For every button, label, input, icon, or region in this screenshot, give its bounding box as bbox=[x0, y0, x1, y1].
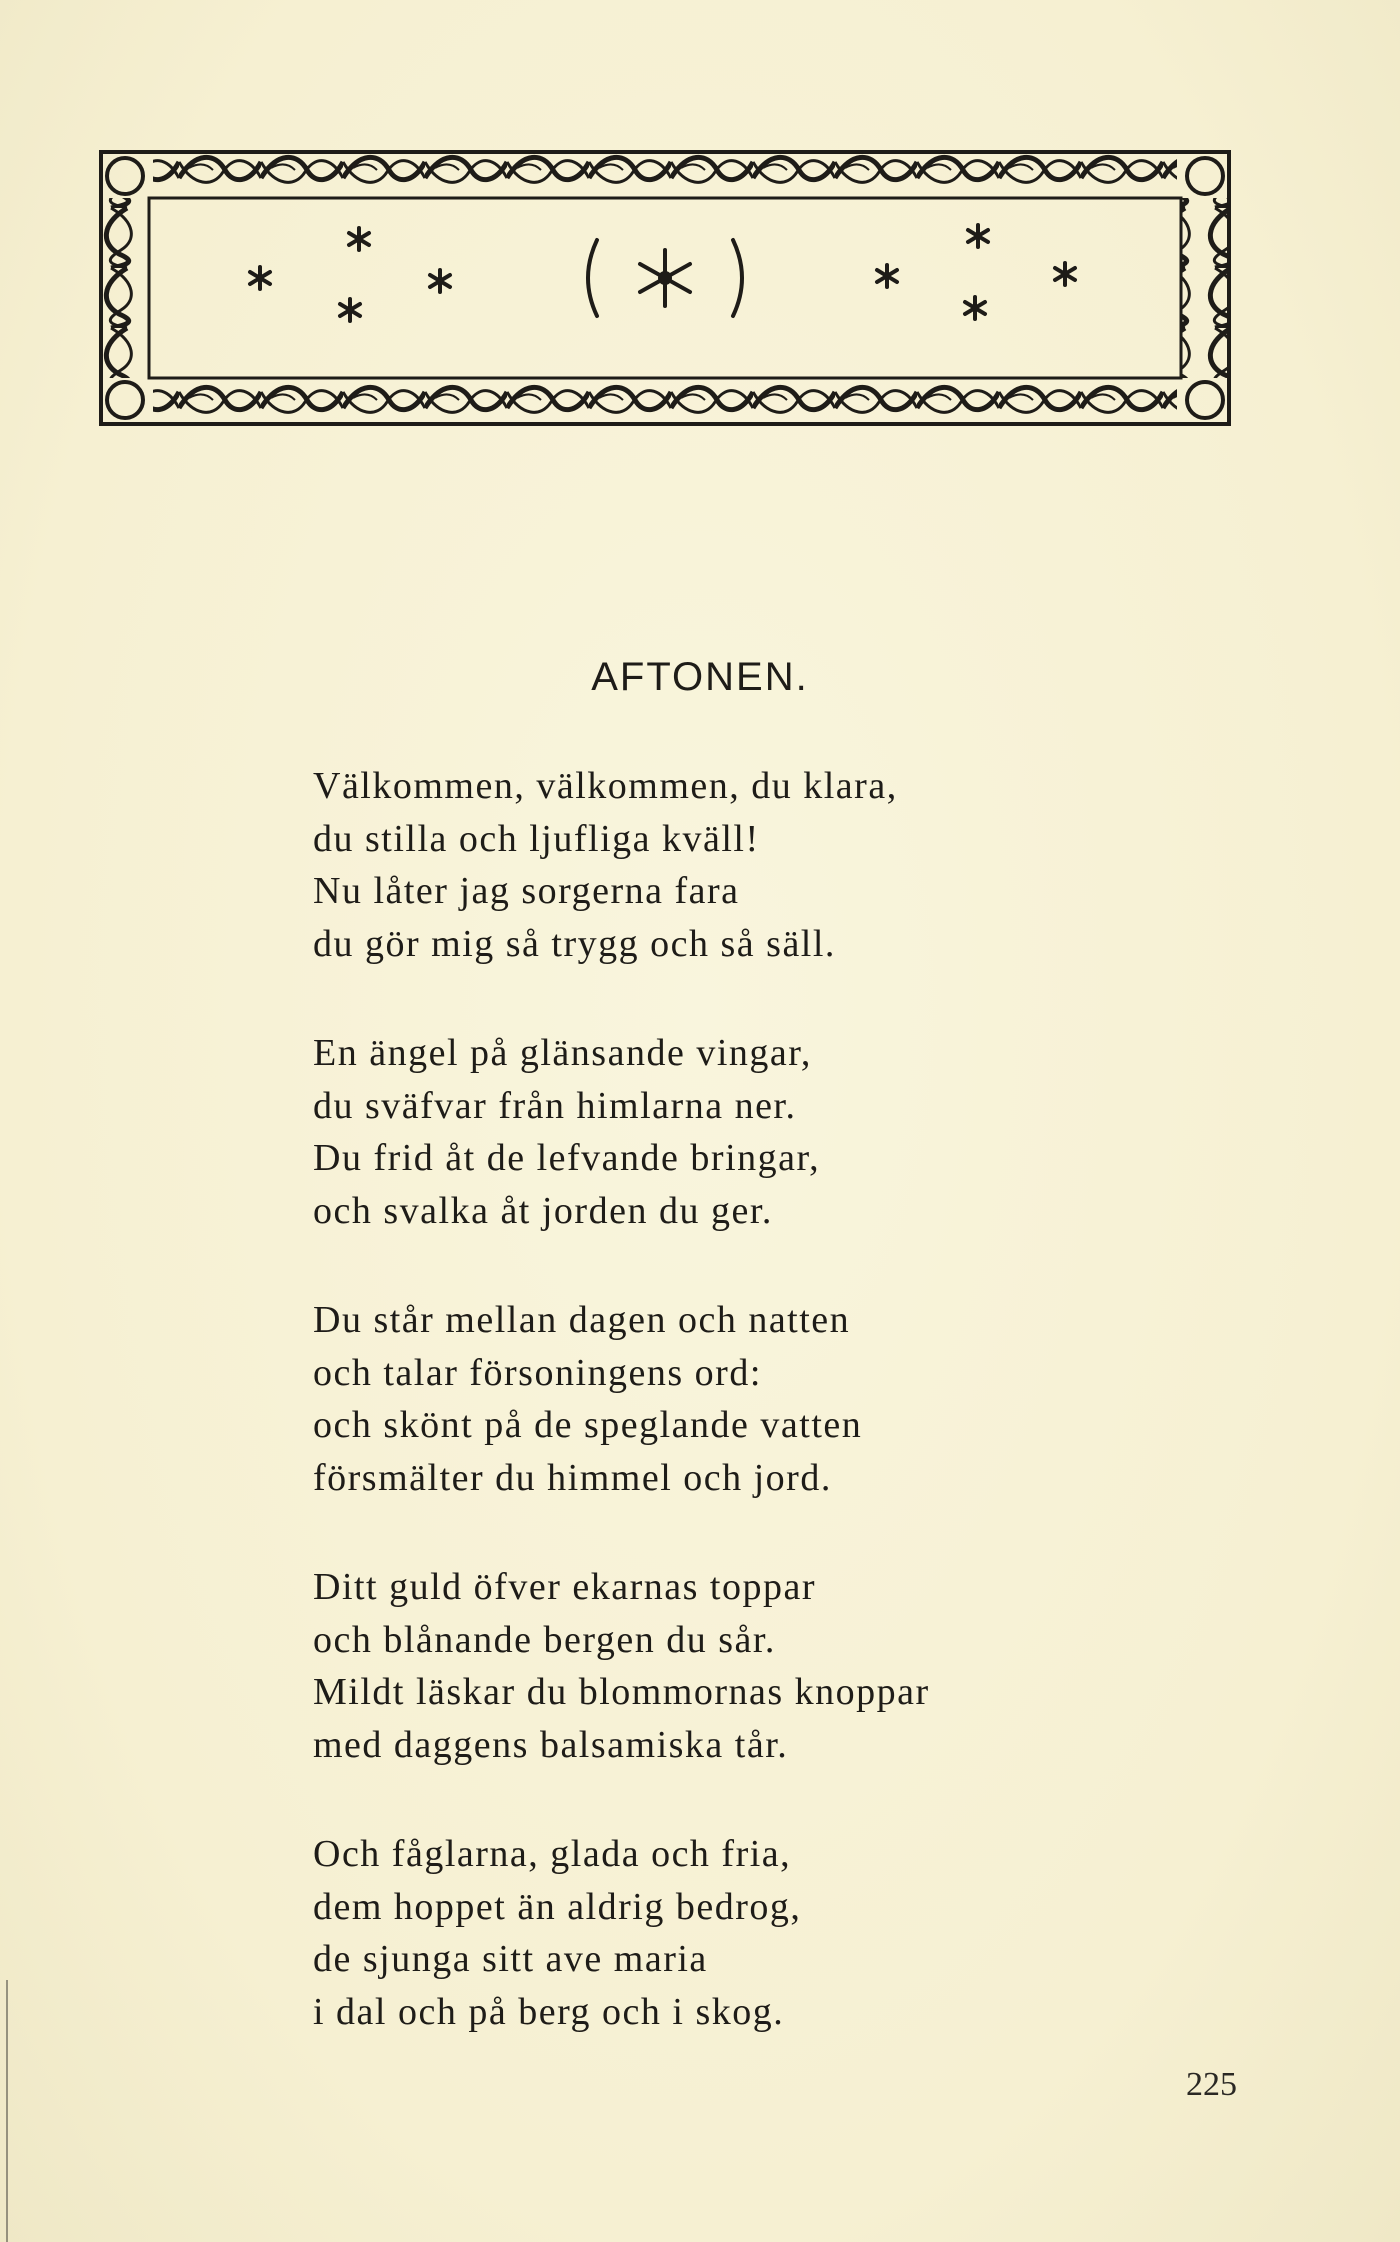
poem-line: Välkommen, välkommen, du klara, bbox=[313, 765, 898, 807]
poem-line: de sjunga sitt ave maria bbox=[313, 1938, 708, 1980]
poem-line: med daggens balsamiska tår. bbox=[313, 1723, 789, 1766]
poem-line: Du frid åt de lefvande bringar, bbox=[313, 1137, 821, 1179]
stanza bbox=[313, 1027, 1193, 1237]
poem-line: du gör mig så trygg och så säll. bbox=[313, 922, 836, 965]
poem-line: Nu låter jag sorgerna fara bbox=[313, 870, 740, 912]
sun-in-brackets-icon bbox=[588, 240, 742, 316]
poem-line: En ängel på glänsande vingar, bbox=[313, 1032, 812, 1074]
poem-line: i dal och på berg och i skog. bbox=[313, 1990, 785, 2033]
poem-line: Ditt guld öfver ekarnas toppar bbox=[313, 1566, 816, 1608]
poem-line: du stilla och ljufliga kväll! bbox=[313, 817, 760, 860]
poem-line: Och fåglarna, glada och fria, bbox=[313, 1833, 792, 1875]
ornamental-header bbox=[97, 148, 1233, 428]
poem-line: och blånande bergen du sår. bbox=[313, 1618, 776, 1661]
poem-line: och svalka åt jorden du ger. bbox=[313, 1189, 773, 1232]
celtic-knot-border-icon bbox=[97, 148, 1233, 428]
poem-line: och talar försoningens ord: bbox=[313, 1351, 762, 1394]
poem-line: försmälter du himmel och jord. bbox=[313, 1456, 832, 1499]
stanza bbox=[313, 1561, 1193, 1771]
poem-line: Mildt läskar du blommornas knoppar bbox=[313, 1671, 930, 1713]
poem-body bbox=[313, 760, 1193, 2095]
page-edge-line bbox=[6, 1980, 8, 2242]
stanza bbox=[313, 1828, 1193, 2038]
poem-line: dem hoppet än aldrig bedrog, bbox=[313, 1885, 802, 1928]
poem-line: Du står mellan dagen och natten bbox=[313, 1299, 851, 1341]
stanza bbox=[313, 1294, 1193, 1504]
poem-line: du sväfvar från himlarna ner. bbox=[313, 1084, 797, 1127]
page-number: 225 bbox=[1186, 2066, 1237, 2103]
poem-line: och skönt på de speglande vatten bbox=[313, 1404, 863, 1446]
stanza bbox=[313, 760, 1193, 970]
poem-title: AFTONEN. bbox=[591, 655, 809, 699]
